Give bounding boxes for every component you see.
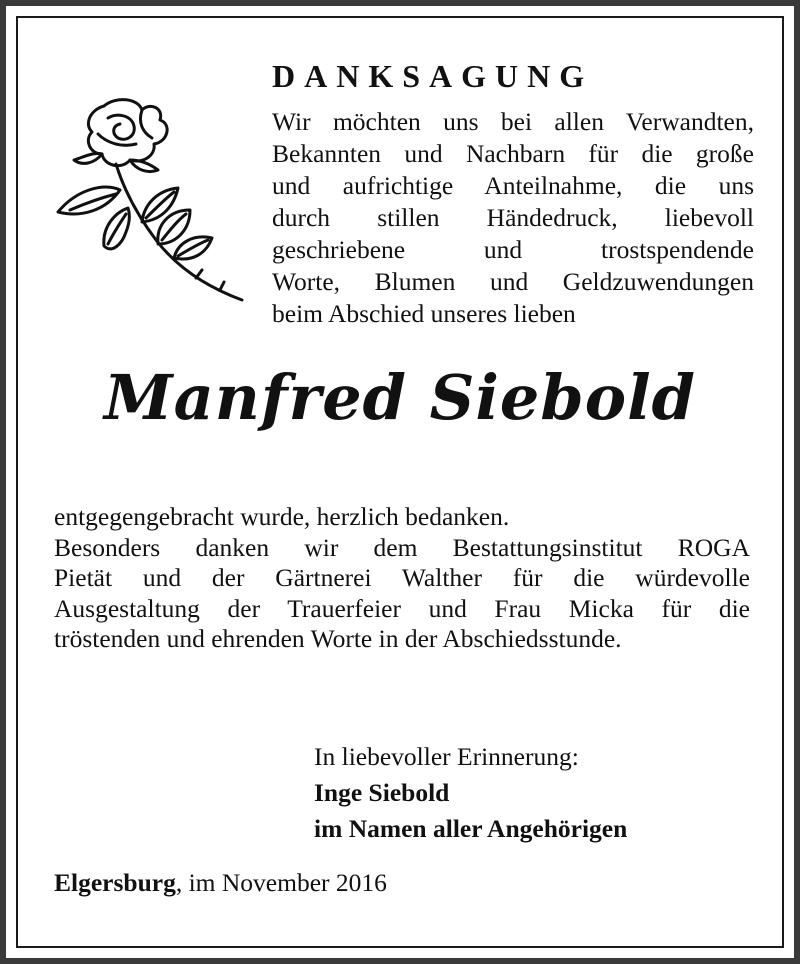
intro-line: Bekannten und Nachbarn für die große xyxy=(272,139,754,168)
body-paragraph xyxy=(54,502,750,655)
intro-line: durch stillen Händedruck, liebevoll xyxy=(272,203,754,232)
closing-block xyxy=(314,739,627,847)
signer-name: Inge Siebold xyxy=(314,778,450,807)
body-line: Ausgestaltung der Trauerfeier und Frau Micka für die xyxy=(54,593,750,623)
date-text: , im November 2016 xyxy=(175,868,387,897)
body-line: tröstenden und ehrenden Worte in der Abschiedsstunde. xyxy=(54,624,622,653)
notice-title: DANKSAGUNG xyxy=(272,58,594,94)
body-line: Pietät und der Gärtnerei Walther für die würdevolle xyxy=(54,563,750,592)
deceased-name: Manfred Siebold xyxy=(104,361,696,434)
place-date-line xyxy=(54,868,387,898)
body-line: Besonders danken wir dem Bestattungsinstitut ROGA xyxy=(54,532,750,562)
intro-line: geschriebene und trostspendende xyxy=(272,235,754,264)
rose-icon xyxy=(46,94,251,306)
notice-card xyxy=(6,6,794,958)
signer-note: im Namen aller Angehörigen xyxy=(314,814,628,843)
intro-line: Wir möchten uns bei allen Verwandten, xyxy=(272,107,754,136)
intro-line: Worte, Blumen und Geldzuwendungen xyxy=(272,267,754,296)
intro-paragraph xyxy=(272,106,754,330)
closing-phrase: In liebevoller Erinnerung: xyxy=(314,742,579,771)
body-line: entgegengebracht wurde, herzlich bedanken. xyxy=(54,502,510,531)
place-name: Elgersburg xyxy=(54,868,176,897)
intro-line: beim Abschied unseres lieben xyxy=(272,299,576,328)
intro-line: und aufrichtige Anteilnahme, die uns xyxy=(272,171,754,200)
